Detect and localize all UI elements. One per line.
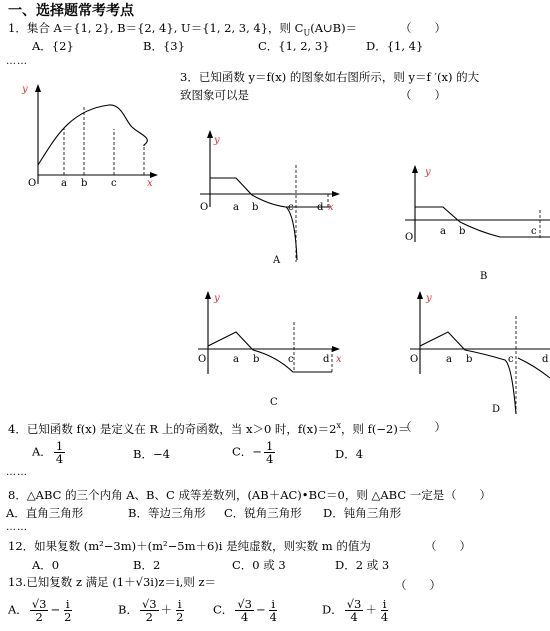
ellipsis-1: …… [6, 56, 28, 67]
graph-a-x-label: x [328, 202, 334, 213]
q13-option-c-prefix: C． [213, 602, 234, 617]
graph-a-label-d: d [317, 202, 324, 213]
q13-b-n2: i [177, 597, 182, 611]
q4-option-c-prefix: C．− [232, 444, 262, 459]
ellipsis-3: …… [6, 522, 28, 533]
graph-a-y-label: y [214, 135, 220, 146]
graph-c-y-label: y [214, 293, 220, 304]
q1-option-b: B．{3} [143, 39, 185, 53]
q13-option-c-frac1 [235, 598, 254, 623]
graph-b-origin: O [405, 232, 414, 243]
graph-f-y-label: y [22, 84, 28, 95]
q13-option-b-frac1 [140, 598, 159, 623]
q13-c-n2: i [271, 597, 276, 611]
q4-option-a-prefix: A． [32, 444, 52, 459]
q13-d-n1: √3 [346, 597, 362, 611]
ellipsis-2: …… [6, 467, 28, 478]
graph-d-label-d: d [542, 354, 549, 365]
q13-option-d-prefix: D． [322, 602, 343, 617]
graph-f-x-label: x [147, 178, 153, 189]
question-3-line2: 致图象可以是 [180, 88, 249, 102]
graph-a-curve [210, 178, 297, 260]
q4-option-a-den: 4 [55, 452, 64, 467]
graph-c-label-d: d [323, 354, 330, 365]
graph-d-label-c: c [508, 354, 514, 365]
q13-b-d2: 2 [176, 610, 184, 625]
q1-option-d: D．{1, 4} [366, 39, 424, 53]
graph-c-label-c: c [288, 354, 294, 365]
graph-f-y-arrow [35, 84, 41, 92]
question-3-line1: 3．已知函数 y＝f(x) 的图象如右图所示，则 y＝f ′(x) 的大 [180, 70, 480, 84]
graph-c-curve [208, 332, 332, 372]
q13-option-b-prefix: B． [118, 602, 138, 617]
q13-d-op: ＋ [365, 602, 377, 617]
q13-option-d-frac1 [345, 598, 364, 623]
q13-option-c [213, 598, 281, 623]
q13-d-n2: i [382, 597, 387, 611]
q8-answer-paren: （ ） [445, 488, 491, 502]
q13-option-a [8, 598, 75, 623]
q4-stem-text: 4．已知函数 f(x) 是定义在 R 上的奇函数，当 x＞0 时，f(x)＝2 [8, 421, 337, 436]
graph-d-y-label: y [426, 293, 432, 304]
q12-option-c: C．0 或 3 [232, 558, 286, 572]
q1-stem-text: 1．集合 A＝{1, 2}, B＝{2, 4}, U＝{1, 2, 3, 4}，则 C [8, 21, 304, 35]
q4-option-c-den: 4 [265, 452, 274, 467]
q13-a-op: − [50, 602, 61, 617]
graph-f [24, 80, 164, 190]
graph-b-label-b: b [459, 226, 466, 237]
q13-option-d-frac2 [379, 598, 390, 623]
graph-a-label-b: b [252, 202, 259, 213]
q4-answer-paren: （ ） [400, 420, 446, 434]
q13-a-d1: 2 [35, 610, 43, 625]
q1-answer-paren: （ ） [400, 21, 446, 35]
q13-a-n2: i [65, 597, 70, 611]
q13-b-op: ＋ [160, 602, 173, 617]
q13-option-a-frac1 [30, 598, 49, 623]
q1-stem-tail: (A∪B)＝ [310, 21, 358, 35]
question-8-stem: 8．△ABC 的三个内角 A、B、C 成等差数列，(AB＋AC)•BC＝0，则 △ABC 一定是 [8, 488, 445, 502]
q13-option-a-prefix: A． [8, 602, 28, 617]
q8-option-b: B．等边三角形 [128, 506, 206, 520]
q4-option-c-fraction [264, 440, 275, 465]
q12-option-a: A．0 [32, 558, 60, 572]
q13-option-a-frac2 [62, 598, 73, 623]
q13-d-d1: 4 [350, 610, 358, 625]
q13-c-n1: √3 [237, 597, 252, 611]
q13-option-b-frac2 [174, 598, 185, 623]
q13-option-d [322, 598, 392, 623]
question-12-stem: 12．如果复数 (m²−3m)＋(m²−5m＋6)i 是纯虚数，则实数 m 的值为 [8, 539, 371, 553]
graph-d-label-a: a [446, 354, 452, 365]
graph-c-caption: C [270, 397, 278, 408]
q4-stem-tail: ，则 f(−2)＝ [340, 421, 410, 436]
q13-a-n1: √3 [31, 597, 47, 611]
q3-answer-paren: （ ） [400, 88, 446, 102]
graph-d-origin: O [410, 354, 419, 365]
graph-option-d [410, 286, 550, 421]
q1-option-c: C．{1, 2, 3} [258, 39, 330, 53]
graph-b-label-a: a [440, 226, 446, 237]
q1-stem-subscript: U [303, 28, 311, 38]
q12-option-b: B．2 [133, 558, 161, 572]
graph-d-curve [420, 332, 516, 414]
q13-answer-paren: （ ） [395, 578, 441, 592]
section-title: 一、选择题常考考点 [8, 3, 134, 19]
graph-f-origin: O [28, 178, 37, 189]
graph-option-a [200, 125, 350, 265]
q4-option-d: D．4 [335, 447, 364, 461]
graph-c-x-label: x [336, 354, 342, 365]
graph-a-label-a: a [233, 202, 239, 213]
graph-a-caption: A [273, 255, 281, 266]
graph-c-label-b: b [253, 354, 260, 365]
q13-c-op: − [255, 602, 266, 617]
graph-d-label-b: b [466, 354, 473, 365]
q12-answer-paren: （ ） [425, 539, 471, 553]
graph-c-origin: O [198, 354, 207, 365]
graph-d-caption: D [492, 404, 501, 415]
graph-b-y-label: y [425, 167, 431, 178]
q4-option-c [232, 440, 277, 465]
q13-b-d1: 2 [145, 610, 153, 625]
q13-option-b [118, 598, 187, 623]
q4-option-c-num: 1 [265, 439, 274, 453]
q4-option-a-fraction [54, 440, 65, 465]
q13-a-d2: 2 [64, 610, 72, 625]
graph-option-c [198, 286, 348, 396]
q13-c-d1: 4 [240, 610, 249, 625]
graph-a-label-c: c [288, 202, 294, 213]
graph-b-curve [415, 207, 550, 237]
q8-option-c: C．锐角三角形 [224, 506, 302, 520]
graph-b-caption: B [480, 271, 488, 282]
q12-option-d: D．2 或 3 [335, 558, 390, 572]
q13-d-d2: 4 [380, 610, 389, 625]
question-4-stem [8, 422, 409, 435]
graph-a-origin: O [200, 202, 209, 213]
graph-f-curve [38, 105, 147, 165]
q4-stem-sup: x [336, 421, 341, 430]
q4-option-b: B．−4 [133, 447, 170, 461]
graph-f-label-a: a [61, 178, 67, 189]
graph-b-label-c: c [531, 226, 537, 237]
q13-c-d2: 4 [269, 610, 277, 625]
graph-c-label-a: a [233, 354, 239, 365]
q4-option-a-num: 1 [55, 439, 64, 453]
graph-f-label-c: c [111, 178, 117, 189]
graph-f-label-b: b [81, 178, 88, 189]
q13-b-n1: √3 [141, 597, 157, 611]
q13-option-c-frac2 [268, 598, 279, 623]
question-13-stem: 13.已知复数 z 满足 (1＋√3i)z＝i,则 z＝ [8, 575, 217, 589]
q1-option-a: A．{2} [32, 39, 74, 53]
graph-option-b [405, 160, 550, 270]
question-1-stem [8, 23, 357, 37]
q8-option-a: A．直角三角形 [6, 506, 84, 520]
q8-option-d: D．钝角三角形 [323, 506, 402, 520]
q4-option-a [32, 440, 67, 465]
